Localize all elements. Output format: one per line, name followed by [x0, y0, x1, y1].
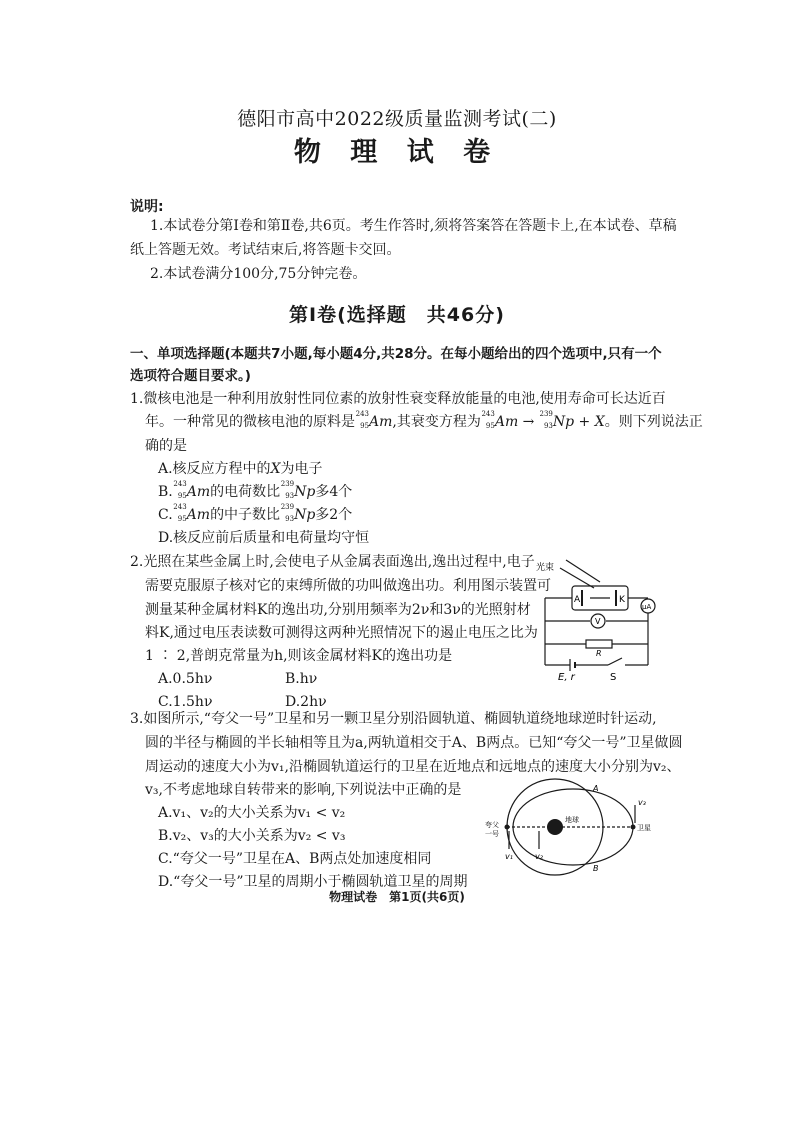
am-charge-number-2: 95	[485, 422, 495, 430]
label-anode: A	[574, 595, 581, 605]
q1-option-a-post: 为电子	[280, 461, 323, 477]
rheostat	[586, 640, 612, 648]
q3-option-a: A.v₁、v₂的大小关系为v₁ < v₂	[158, 805, 346, 821]
q3-option-c: C.“夸父一号”卫星在A、B两点处加速度相同	[158, 851, 432, 867]
q2-line-2: 需要克服原子核对它的束缚所做的功叫做逸出功。利用图示装置可	[145, 578, 551, 594]
label-cathode: K	[619, 595, 625, 605]
q2-option-a: A.0.5hν	[158, 671, 213, 687]
label-v2: v₂	[535, 852, 543, 861]
photoelectric-circuit-diagram	[530, 550, 665, 685]
q1-option-c-mid: 的中子数比	[210, 507, 281, 523]
kuafu-satellite-dot	[505, 825, 510, 830]
q1-line-1: 1.微核电池是一种利用放射性同位素的放射性衰变释放能量的电池,使用寿命可长达近百	[130, 391, 666, 407]
am-symbol-c: Am	[186, 507, 211, 523]
q1-option-c-pre: C.	[158, 507, 173, 523]
q1-line-2-pre: 年。一种常见的微核电池的原料是	[145, 414, 355, 430]
q1-line-3: 确的是	[145, 438, 187, 454]
am-mass-number: 243	[355, 410, 369, 418]
q1-line-2-mid: ,其衰变方程为	[392, 414, 481, 430]
satellite-dot	[631, 825, 636, 830]
am-nuclide-notation-b	[173, 480, 187, 500]
label-earth: 地球	[565, 816, 579, 824]
q1-option-c-post: 多2个	[315, 507, 353, 523]
q1-option-b	[158, 482, 352, 502]
q3-option-b: B.v₂、v₃的大小关系为v₂ < v₃	[158, 828, 346, 844]
label-point-b: B	[593, 864, 599, 873]
np-nuclide-notation	[539, 410, 553, 430]
q3-line-1: 3.如图所示,“夸父一号”卫星和另一颗卫星分别沿圆轨道、椭圆轨道绕地球逆时针运动,	[130, 711, 657, 727]
q3-line-4: v₃,不考虑地球自转带来的影响,下列说法中正确的是	[145, 782, 462, 798]
q2-option-c: C.1.5hν	[158, 694, 213, 710]
exam-title: 德阳市高中2022级质量监测考试(二)	[237, 108, 557, 130]
q1-option-d: D.核反应前后质量和电荷量均守恒	[158, 530, 370, 546]
q2-line-3: 测量某种金属材料K的逸出功,分别用频率为2ν和3ν的光照射材	[145, 602, 531, 618]
label-microammeter: μA	[642, 603, 652, 611]
notes-line-1: 1.本试卷分第Ⅰ卷和第Ⅱ卷,共6页。考生作答时,须将答案答在答题卡上,在本试卷、草稿	[150, 218, 677, 234]
q1-option-a-x: X	[270, 461, 281, 477]
am-mass-b: 243	[173, 480, 187, 488]
q1-option-b-mid: 的电荷数比	[210, 484, 281, 500]
np-symbol: Np	[552, 414, 575, 430]
light-beam-line-2	[566, 560, 600, 582]
notes-line-2: 纸上答题无效。考试结束后,将答题卡交回。	[130, 242, 401, 258]
am-symbol: Am	[369, 414, 393, 430]
am-nuclide-notation	[355, 410, 369, 430]
q2-option-d: D.2hν	[285, 694, 327, 710]
label-v1: v₁	[505, 852, 513, 861]
label-switch: S	[610, 672, 617, 683]
np-charge-number: 93	[543, 422, 553, 430]
q3-line-3: 周运动的速度大小为v₁,沿椭圆轨道运行的卫星在近地点和远地点的速度大小分别为v₂、	[145, 759, 681, 775]
np-mass-number: 239	[539, 410, 553, 418]
am-nuclide-notation-2	[481, 410, 495, 430]
q1-option-c	[158, 505, 352, 525]
label-kuafu-2: 一号	[485, 830, 499, 838]
am-charge-b: 95	[177, 492, 187, 500]
section-instructions-1: 一、单项选择题(本题共7小题,每小题4分,共28分。在每小题给出的四个选项中,只有一个	[130, 346, 662, 362]
label-satellite: 卫星	[637, 824, 651, 832]
am-charge-c: 95	[177, 515, 187, 523]
np-charge-c: 93	[285, 515, 295, 523]
subject-title: 物 理 试 卷	[293, 137, 501, 168]
np-nuclide-notation-b	[280, 480, 295, 500]
page-footer: 物理试卷 第1页(共6页)	[329, 890, 465, 904]
label-kuafu-1: 夸父	[485, 821, 499, 829]
light-beam-line-1	[560, 568, 594, 588]
q1-line-2	[145, 412, 703, 432]
reaction-arrow: →	[518, 414, 539, 430]
np-charge-b: 93	[285, 492, 295, 500]
q1-option-b-post: 多4个	[315, 484, 353, 500]
section-instructions-2: 选项符合题目要求。)	[130, 368, 251, 384]
q1-option-b-pre: B.	[158, 484, 173, 500]
q2-line-5: 1 ∶ 2,普朗克常量为h,则该金属材料K的逸出功是	[145, 648, 453, 664]
reaction-plus: +	[574, 414, 595, 430]
switch-lever	[608, 658, 622, 665]
notes-line-3: 2.本试卷满分100分,75分钟完卷。	[150, 266, 367, 282]
q1-line-2-post: 。则下列说法正	[604, 414, 703, 430]
section-title: 第Ⅰ卷(选择题 共46分)	[289, 304, 505, 326]
earth	[547, 819, 563, 835]
label-light-beam: 光束	[536, 563, 555, 573]
q2-option-b: B.hν	[285, 671, 318, 687]
am-mass-number-2: 243	[481, 410, 495, 418]
am-symbol-2: Am	[494, 414, 519, 430]
np-symbol-b: Np	[294, 484, 316, 500]
notes-heading: 说明:	[130, 199, 164, 215]
x-symbol: X	[594, 414, 605, 430]
am-charge-number: 95	[360, 422, 369, 430]
np-mass-b: 239	[280, 480, 295, 488]
q1-option-a	[158, 459, 323, 479]
am-nuclide-notation-c	[173, 503, 187, 523]
np-mass-c: 239	[280, 503, 295, 511]
am-mass-c: 243	[173, 503, 187, 511]
label-point-a: A	[593, 784, 599, 793]
am-symbol-b: Am	[186, 484, 211, 500]
label-v3: v₃	[638, 798, 646, 807]
q3-option-d: D.“夸父一号”卫星的周期小于椭圆轨道卫星的周期	[158, 874, 468, 890]
np-nuclide-notation-c	[280, 503, 295, 523]
label-source: E, r	[558, 672, 575, 683]
q2-line-1: 2.光照在某些金属上时,会使电子从金属表面逸出,逸出过程中,电子	[130, 554, 535, 570]
q1-option-a-pre: A.核反应方程中的	[158, 461, 271, 477]
label-rheostat: R	[596, 649, 602, 658]
label-voltmeter: V	[595, 617, 601, 626]
np-symbol-c: Np	[294, 507, 316, 523]
q2-line-4: 料K,通过电压表读数可测得这两种光照情况下的遏止电压之比为	[145, 625, 538, 641]
q3-line-2: 圆的半径与椭圆的半长轴相等且为a,两轨道相交于A、B两点。已知“夸父一号”卫星做圆	[145, 735, 683, 751]
orbit-diagram	[485, 775, 660, 885]
